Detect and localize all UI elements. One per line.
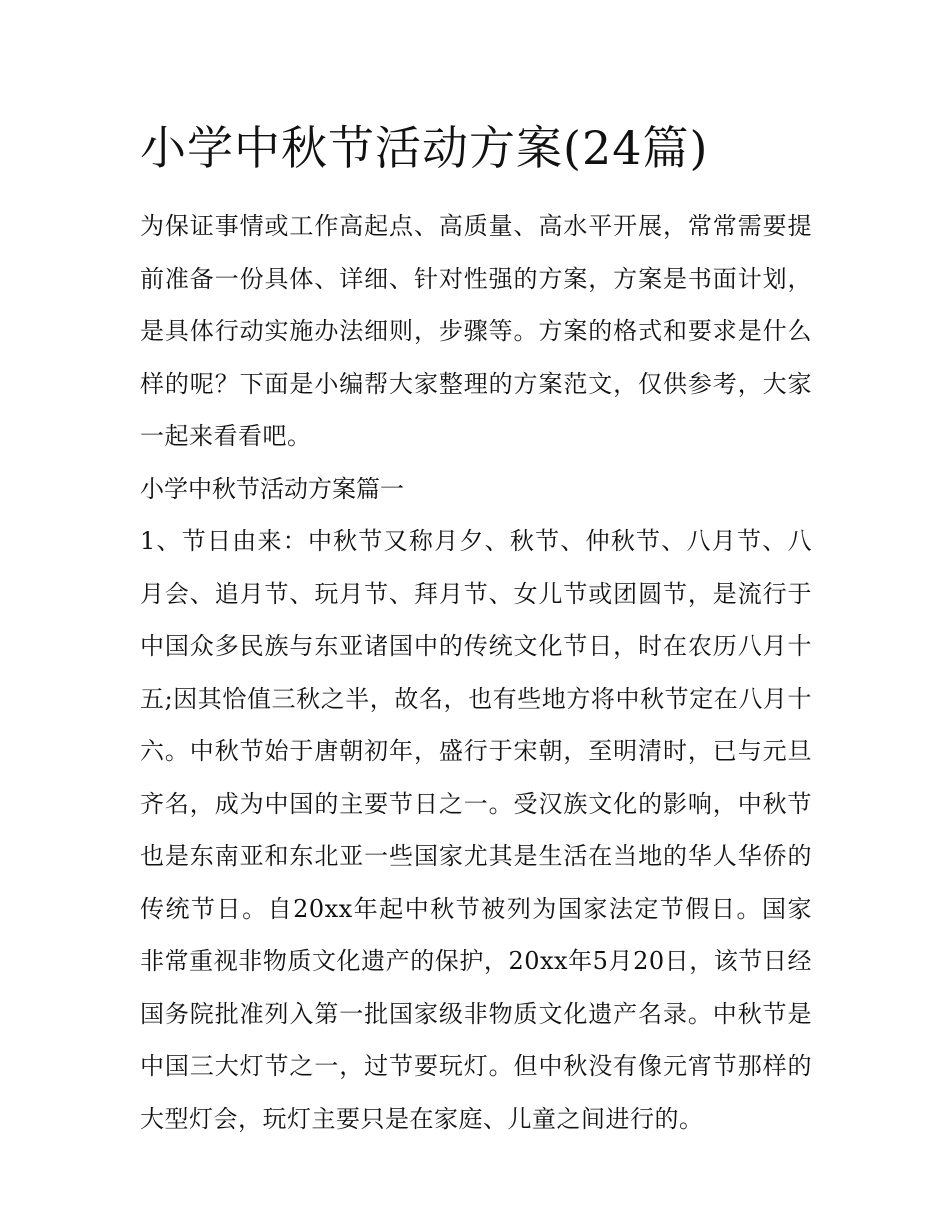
document-title: 小学中秋节活动方案(24篇) — [140, 121, 709, 175]
body-paragraph-1: 1、节日由来：中秋节又称月夕、秋节、仲秋节、八月节、八月会、追月节、玩月节、拜月节、女儿节或团圆节，是流行于中国众多民族与东亚诸国中的传统文化节日，时在农历八月十五;因其恰值三秋之半，故名，也有些地方将中秋节定在八月十六。中秋节始于唐朝初年，盛行于宋朝，至明清时，已与元旦齐名，成为中国的主要节日之一。受汉族文化的影响，中秋节也是东南亚和东北亚一些国家尤其是生活在当地的华人华侨的传统节日。自20xx年起中秋节被列为国家法定节假日。国家非常重视非物质文化遗产的保护，20xx年5月20日，该节日经国务院批准列入第一批国家级非物质文化遗产名录。中秋节是中国三大灯节之一，过节要玩灯。但中秋没有像元宵节那样的大型灯会，玩灯主要只是在家庭、儿童之间进行的。 — [140, 527, 812, 1133]
intro-paragraph: 为保证事情或工作高起点、高质量、高水平开展，常常需要提前准备一份具体、详细、针对性强的方案，方案是书面计划，是具体行动实施办法细则，步骤等。方案的格式和要求是什么样的呢？下面是小编帮大家整理的方案范文，仅供参考，大家一起来看看吧。 — [140, 212, 812, 450]
document-page — [140, 118, 812, 1145]
section-heading: 小学中秋节活动方案篇一 — [140, 474, 404, 503]
